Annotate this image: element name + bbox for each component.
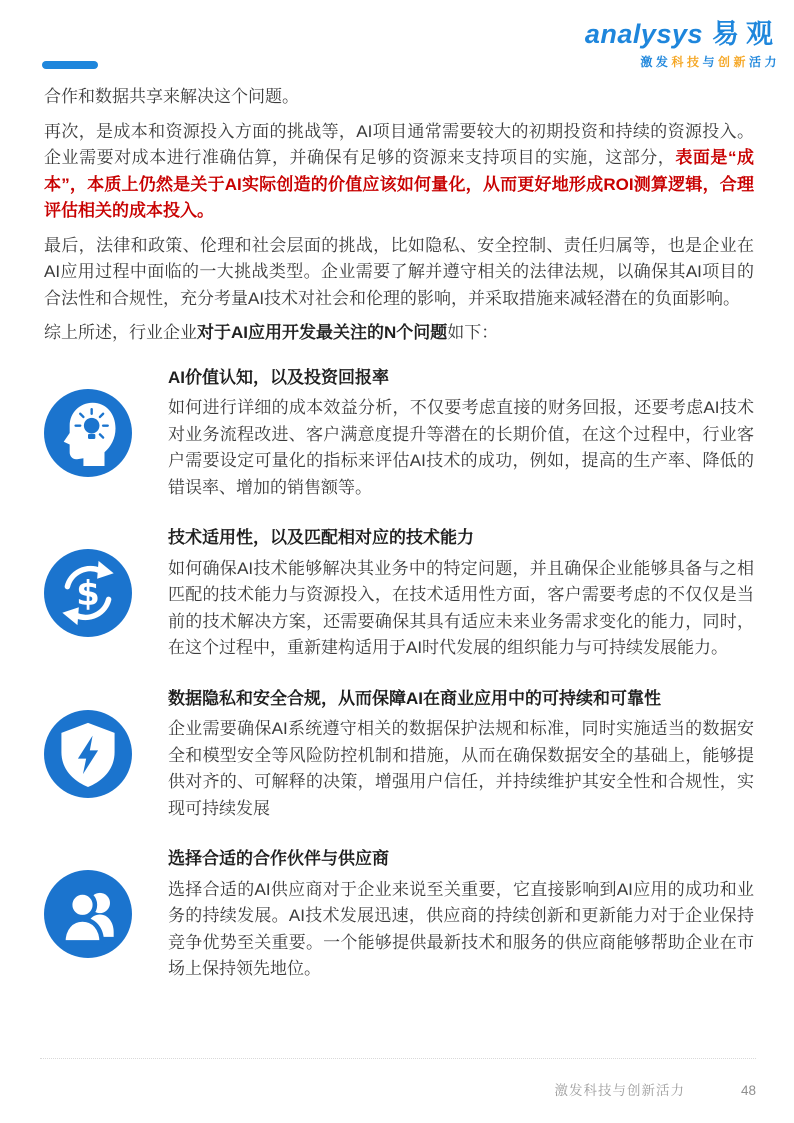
brand-logo (585, 12, 780, 70)
brand-logo-cn: 易观 (712, 19, 780, 49)
list-item-text (168, 846, 754, 983)
item-title: 数据隐私和安全合规，从而保障AI在商业应用中的可持续和可靠性 (168, 688, 661, 708)
shield-lightning-icon (44, 710, 132, 798)
head-lightbulb-icon (44, 389, 132, 477)
summary-pre: 综上所述，行业企业 (44, 323, 197, 342)
tagline-segment: 科技 (671, 55, 703, 69)
paragraph-cost-highlight: 表面是“成本”，本质上仍然是关于AI实际创造的价值应该如何量化，从而更好地形成ROI测算逻辑，合理评估相关的成本投入。 (44, 148, 755, 220)
paragraph-intro: 合作和数据共享来解决这个问题。 (44, 87, 299, 106)
list-item-tech-fit (44, 525, 754, 662)
tagline-segment: 激发 (640, 55, 672, 69)
dollar-refresh-icon (44, 549, 132, 637)
list-item-text (168, 686, 754, 823)
paragraph-summary (44, 320, 754, 347)
list-item-ai-value (44, 365, 754, 502)
item-body: 如何进行详细的成本效益分析，不仅要考虑直接的财务回报，还要考虑AI技术对业务流程改进、客户满意度提升等潜在的长期价值，在这个过程中，行业客户需要设定可量化的指标来评估AI技术的成功，例如，提高的生产率、降低的错误率、增加的销售额等。 (168, 398, 754, 497)
page-number: 48 (740, 1083, 756, 1098)
list-item-text (168, 525, 754, 662)
accent-dash (42, 61, 98, 69)
brand-tagline (585, 53, 780, 70)
footer-tagline: 激发科技与创新活力 (554, 1083, 685, 1098)
tagline-segment: 活力 (748, 55, 780, 69)
item-title: AI价值认知，以及投资回报率 (168, 367, 389, 387)
paragraph-cost-normal: 再次，是成本和资源投入方面的挑战等，AI项目通常需要较大的初期投资和持续的资源投入。企业需要对成本进行准确估算，并确保有足够的资源来支持项目的实施，这部分， (44, 121, 754, 167)
page-content (44, 84, 754, 1007)
item-title: 技术适用性，以及匹配相对应的技术能力 (168, 528, 474, 547)
list-item-vendor-choice (44, 846, 754, 983)
svg-text:$: $ (76, 574, 100, 614)
people-icon (44, 870, 132, 958)
summary-post: 如下： (447, 323, 499, 342)
paragraph-legal-challenge: 最后，法律和政策、伦理和社会层面的挑战，比如隐私、安全控制、责任归属等，也是企业在AI应用过程中面临的一大挑战类型。企业需要了解并遵守相关的法律法规，以确保其AI项目的合法性和合规性，充分考量AI技术对社会和伦理的影响，并采取措施来减轻潜在的负面影响。 (44, 235, 754, 308)
item-body: 选择合适的AI供应商对于企业来说至关重要，它直接影响到AI应用的成功和业务的持续发展。AI技术发展迅速，供应商的持续创新和更新能力对于企业保持竞争优势至关重要。一个能够提供最新技术和服务的供应商能够帮助企业在市场上保持领先地位。 (168, 879, 754, 978)
tagline-segment: 创新 (717, 55, 749, 69)
item-body: 如何确保AI技术能够解决其业务中的特定问题，并且确保企业能够具备与之相匹配的技术能力与资源投入，在技术适用性方面，客户需要考虑的不仅仅是当前的技术解决方案，还需要确保其具有适应未来业务需求变化的能力，同时，在这个过程中，重新建构适用于AI时代发展的组织能力与可持续发展能力。 (168, 558, 754, 657)
item-title: 选择合适的合作伙伴与供应商 (168, 849, 389, 868)
summary-bold: 对于AI应用开发最关注的N个问题 (197, 323, 448, 342)
list-item-text (168, 365, 754, 502)
brand-logo-en: analysys (584, 19, 703, 49)
page-footer (40, 1058, 756, 1099)
item-body: 企业需要确保AI系统遵守相关的数据保护法规和标准，同时实施适当的数据安全和模型安全等风险防控机制和措施，从而在确保数据安全的基础上，能够提供对齐的、可解释的决策，增强用户信任，并持续维护其安全性和合规性，实现可持续发展 (168, 719, 754, 818)
list-item-data-privacy (44, 686, 754, 823)
paragraph-cost-challenge (44, 119, 754, 225)
brand-logo-row (585, 12, 780, 51)
tagline-segment: 与 (702, 55, 718, 69)
